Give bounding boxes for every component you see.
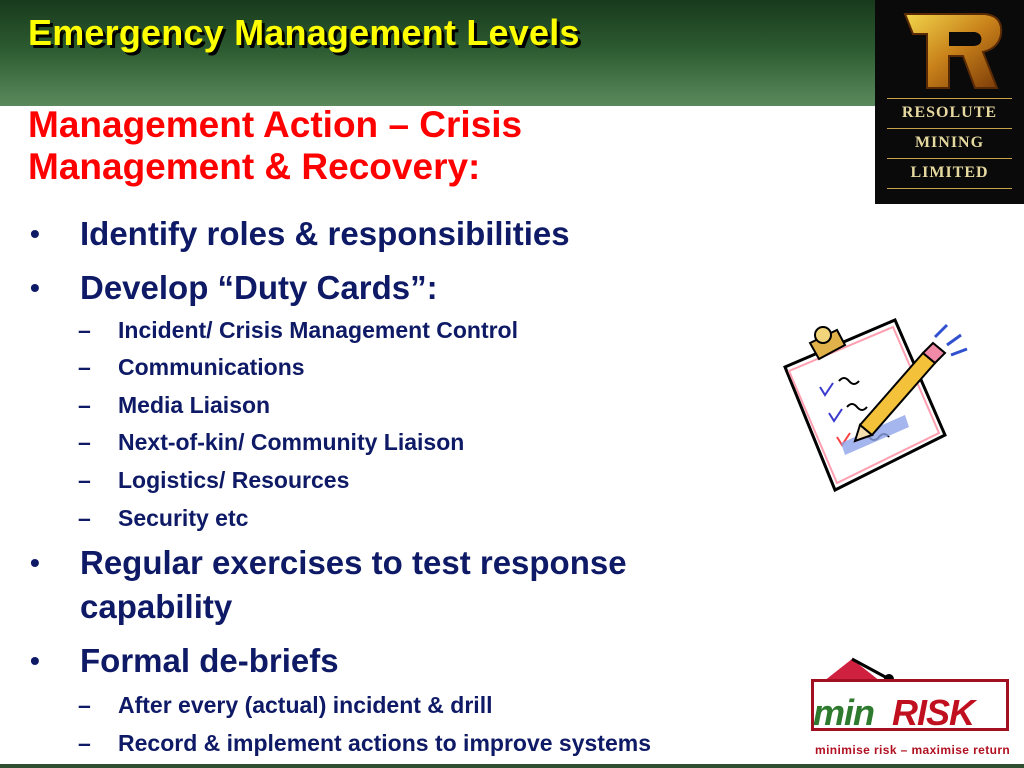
logo-divider [887, 128, 1012, 129]
bullet-item: Develop “Duty Cards”: [80, 269, 438, 306]
bullet-glyph: • [30, 547, 40, 578]
sub-bullet-dash: – [78, 692, 91, 718]
slide-subtitle: Management Action – Crisis Management & Recovery: [28, 104, 523, 187]
minrisk-word-risk: RISK [892, 692, 975, 733]
sub-bullet-item: Next-of-kin/ Community Liaison [118, 429, 465, 455]
sub-bullet-dash: – [78, 354, 91, 380]
logo-line-mining: MINING [914, 134, 985, 151]
sub-bullet-dash: – [78, 730, 91, 756]
logo-line-resolute: RESOLUTE [901, 104, 998, 121]
sub-bullet-dash: – [78, 505, 91, 531]
bullet-glyph: • [30, 645, 40, 676]
bottom-border [0, 764, 1024, 768]
bullet-item: Formal de-briefs [80, 642, 339, 679]
sub-bullet-item: Record & implement actions to improve systems [118, 730, 651, 756]
sub-bullet-item: Communications [118, 354, 305, 380]
logo-divider [887, 98, 1012, 99]
sub-bullet-dash: – [78, 392, 91, 418]
bullet-glyph: • [30, 218, 40, 249]
resolute-mining-logo [875, 0, 1024, 204]
sub-bullet-dash: – [78, 467, 91, 493]
bullet-item: Identify roles & responsibilities [80, 215, 570, 252]
minrisk-word-min: min [813, 692, 875, 733]
logo-divider [887, 188, 1012, 189]
sub-bullet-item: Security etc [118, 505, 249, 531]
bullet-glyph: • [30, 272, 40, 303]
minrisk-logo [807, 655, 1017, 765]
sub-bullet-item: Incident/ Crisis Management Control [118, 317, 518, 343]
sub-bullet-dash: – [78, 317, 91, 343]
logo-divider [887, 158, 1012, 159]
sub-bullet-item: After every (actual) incident & drill [118, 692, 493, 718]
resolute-r-emblem-icon [875, 4, 1024, 96]
sub-bullet-item: Logistics/ Resources [118, 467, 350, 493]
minrisk-tagline: minimise risk – maximise return [815, 743, 1011, 757]
sub-bullet-item: Media Liaison [118, 392, 271, 418]
bullet-item: Regular exercises to test response capability [80, 544, 627, 625]
logo-line-limited: LIMITED [910, 164, 989, 181]
title-bar [0, 0, 875, 106]
sub-bullet-dash: – [78, 429, 91, 455]
clipboard-checklist-icon [775, 315, 975, 505]
slide-title: Emergency Management Levels [28, 12, 580, 53]
